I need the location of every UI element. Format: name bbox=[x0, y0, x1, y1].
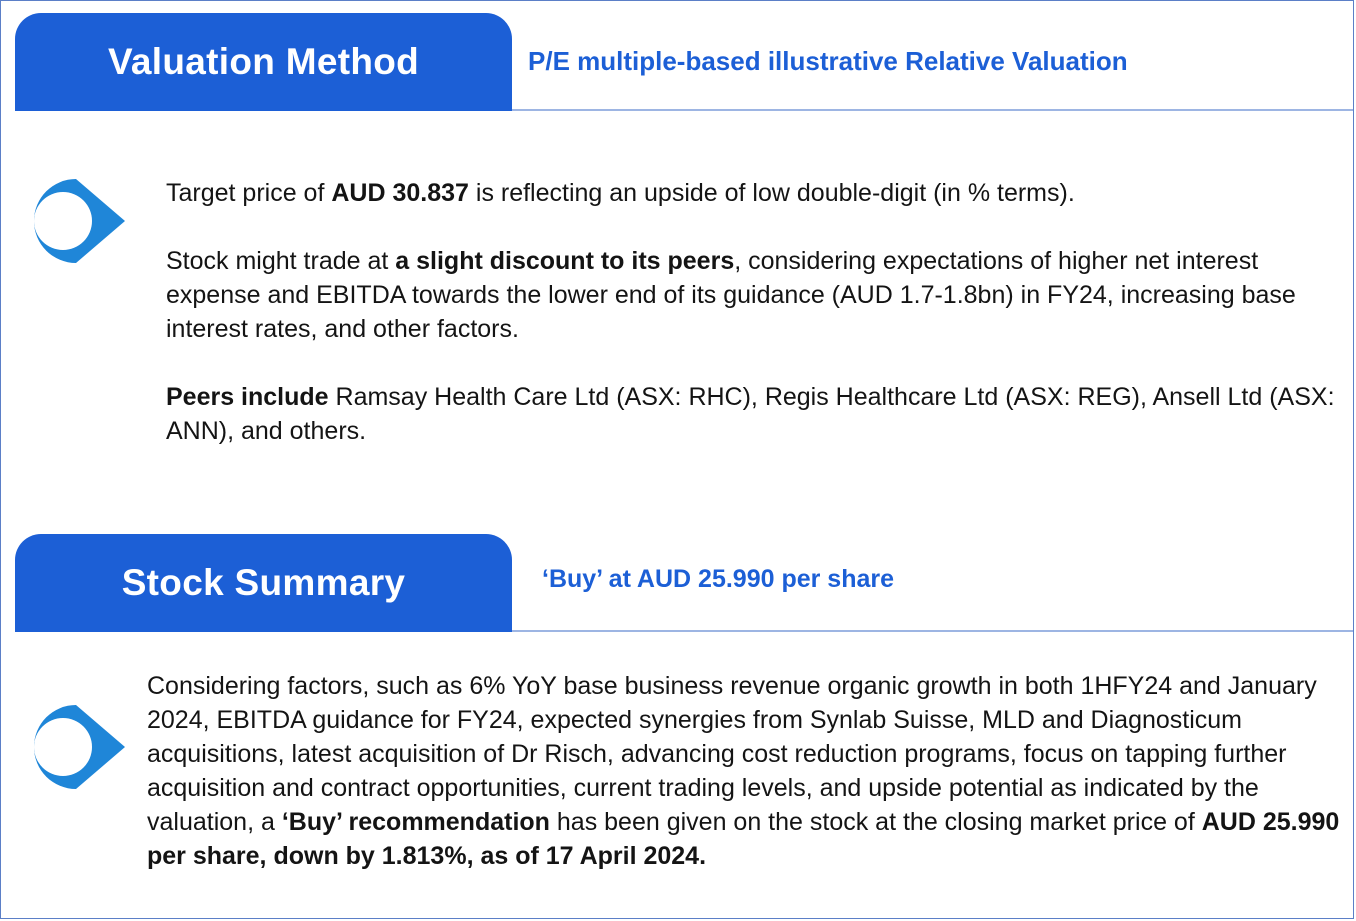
text-run: Ramsay Health Care Ltd (ASX: RHC), Regis Healthcare Ltd (ASX: REG), Ansell Ltd (ASX: ANN), and others. bbox=[166, 383, 1335, 445]
summary-header-rule bbox=[512, 630, 1353, 632]
valuation-method-title: Valuation Method bbox=[107, 41, 420, 82]
discount-paragraph bbox=[166, 244, 1351, 346]
text-run: Target price of bbox=[166, 179, 332, 207]
recommendation-paragraph bbox=[147, 669, 1347, 873]
peers-paragraph bbox=[166, 380, 1351, 448]
target-price-value: AUD 30.837 bbox=[331, 179, 469, 207]
stock-summary-tab bbox=[15, 534, 512, 632]
text-run: Considering factors, such as 6% YoY base business revenue organic growth in both 1HFY24 and January 2024, EBITDA guidance for FY24, expected synergies from Synlab Suisse, MLD and Diagnosticum acquisitions, latest acquisition of Dr Risch, advancing cost reduction programs, focus on tapping further acquisition and contract opportunities, current trading levels, and upside potential as indicated by the valuation, a bbox=[147, 672, 1317, 836]
text-run: , considering expectations of higher net interest expense and EBITDA towards the lower end of its guidance (AUD 1.7-1.8bn) in FY24, increasing base interest rates, and other factors. bbox=[166, 247, 1296, 343]
discount-highlight: a slight discount to its peers bbox=[395, 247, 735, 275]
peers-label: Peers include bbox=[166, 383, 329, 411]
valuation-text bbox=[166, 176, 1351, 448]
buy-recommendation-highlight: ‘Buy’ recommendation bbox=[281, 808, 550, 836]
closing-price-highlight: AUD 25.990 per share, down by 1.813%, as of 17 April 2024. bbox=[147, 808, 1340, 870]
valuation-method-tab bbox=[15, 13, 512, 111]
text-run: has been given on the stock at the closing market price of bbox=[549, 808, 1202, 836]
map-pin-icon bbox=[13, 173, 129, 269]
summary-subtitle: ‘Buy’ at AUD 25.990 per share bbox=[542, 565, 895, 593]
valuation-subtitle: P/E multiple-based illustrative Relative Valuation bbox=[528, 46, 1128, 76]
valuation-header-rule bbox=[512, 109, 1353, 111]
summary-text bbox=[147, 669, 1347, 873]
text-run: Stock might trade at bbox=[166, 247, 396, 275]
stock-summary-title: Stock Summary bbox=[121, 562, 406, 603]
text-run: is reflecting an upside of low double-digit (in % terms). bbox=[468, 179, 1075, 207]
target-price-paragraph bbox=[166, 176, 1351, 210]
map-pin-icon bbox=[13, 699, 129, 795]
